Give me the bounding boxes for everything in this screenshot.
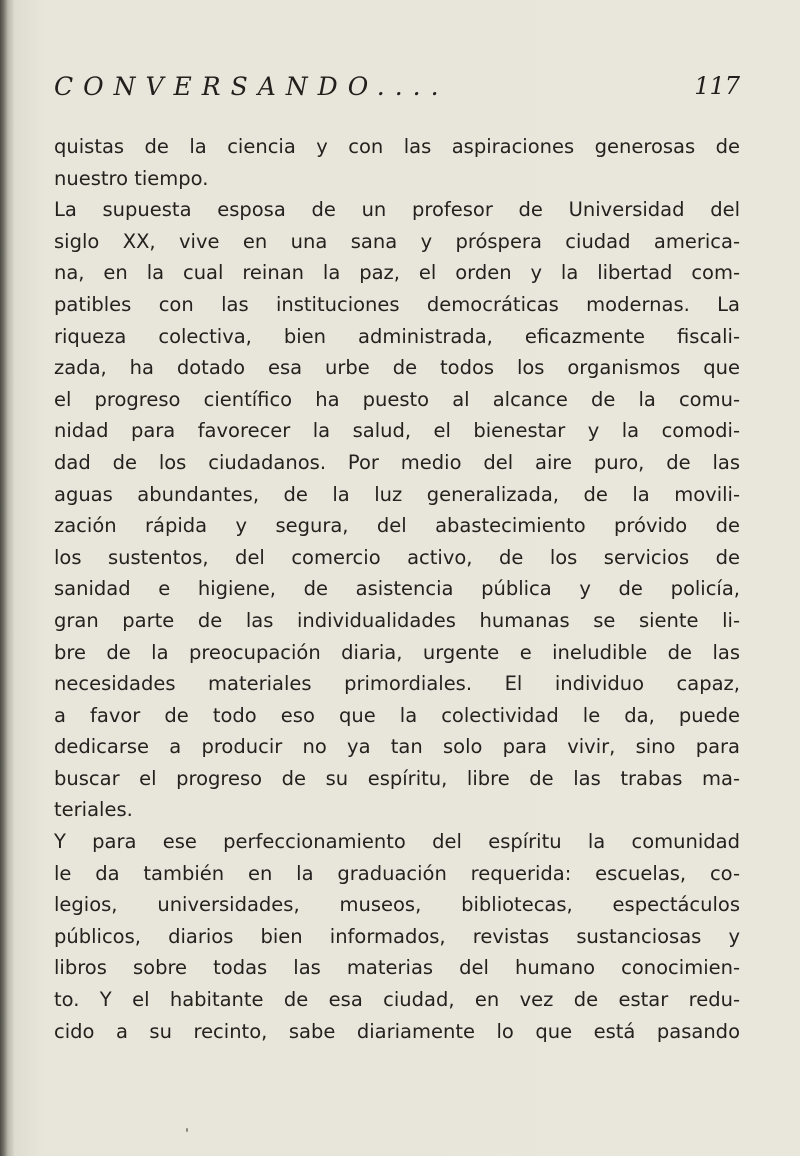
text-line: a favor de todo eso que la colectividad le da, puede bbox=[54, 703, 740, 727]
book-page bbox=[14, 0, 800, 1156]
text-line: bre de la preocupación diaria, urgente e ineludible de las bbox=[54, 640, 740, 664]
text-line: legios, universidades, museos, bibliotecas, espectáculos bbox=[54, 893, 740, 917]
text-line: teriales. bbox=[54, 798, 133, 822]
text-line: sanidad e higiene, de asistencia pública y de policía, bbox=[54, 577, 740, 601]
text-line: zada, ha dotado esa urbe de todos los organismos que bbox=[54, 356, 740, 380]
text-line: dad de los ciudadanos. Por medio del aire puro, de las bbox=[54, 450, 740, 474]
text-line: públicos, diarios bien informados, revistas sustanciosas y bbox=[54, 924, 740, 948]
text-line: buscar el progreso de su espíritu, libre de las trabas ma- bbox=[54, 766, 740, 790]
text-line: gran parte de las individualidades humanas se siente li- bbox=[54, 608, 740, 632]
body-text bbox=[54, 131, 740, 1047]
text-line: zación rápida y segura, del abastecimiento próvido de bbox=[54, 514, 740, 538]
text-line: el progreso científico ha puesto al alcance de la comu- bbox=[54, 387, 740, 411]
text-line: necesidades materiales primordiales. El individuo capaz, bbox=[54, 672, 740, 696]
text-line: cido a su recinto, sabe diariamente lo que está pasando bbox=[54, 1019, 740, 1043]
text-line: to. Y el habitante de esa ciudad, en vez de estar redu- bbox=[54, 988, 740, 1012]
text-line: aguas abundantes, de la luz generalizada, de la movili- bbox=[54, 482, 740, 506]
running-title: CONVERSANDO.... bbox=[54, 72, 449, 101]
text-line: quistas de la ciencia y con las aspiraciones generosas de bbox=[54, 135, 740, 158]
text-line: dedicarse a producir no ya tan solo para vivir, sino para bbox=[54, 735, 740, 759]
text-line: patibles con las instituciones democráticas modernas. La bbox=[54, 292, 740, 316]
text-line: riqueza colectiva, bien administrada, eficazmente fiscali- bbox=[54, 324, 740, 348]
page-number: 117 bbox=[694, 72, 740, 100]
text-line: nidad para favorecer la salud, el bienestar y la comodi- bbox=[54, 419, 740, 443]
text-line: na, en la cual reinan la paz, el orden y la libertad com- bbox=[54, 261, 740, 285]
text-line: libros sobre todas las materias del humano conocimien- bbox=[54, 956, 740, 980]
text-line: Y para ese perfeccionamiento del espíritu la comunidad bbox=[54, 830, 740, 854]
text-line: siglo XX, vive en una sana y próspera ciudad america- bbox=[54, 229, 740, 253]
text-line: nuestro tiempo. bbox=[54, 166, 209, 190]
page-header bbox=[54, 72, 740, 112]
text-line: le da también en la graduación requerida: escuelas, co- bbox=[54, 861, 740, 885]
book-binding-edge bbox=[0, 0, 14, 1156]
text-line: los sustentos, del comercio activo, de los servicios de bbox=[54, 545, 740, 569]
paper-speck bbox=[186, 1128, 188, 1132]
text-line: La supuesta esposa de un profesor de Universidad del bbox=[54, 198, 740, 222]
